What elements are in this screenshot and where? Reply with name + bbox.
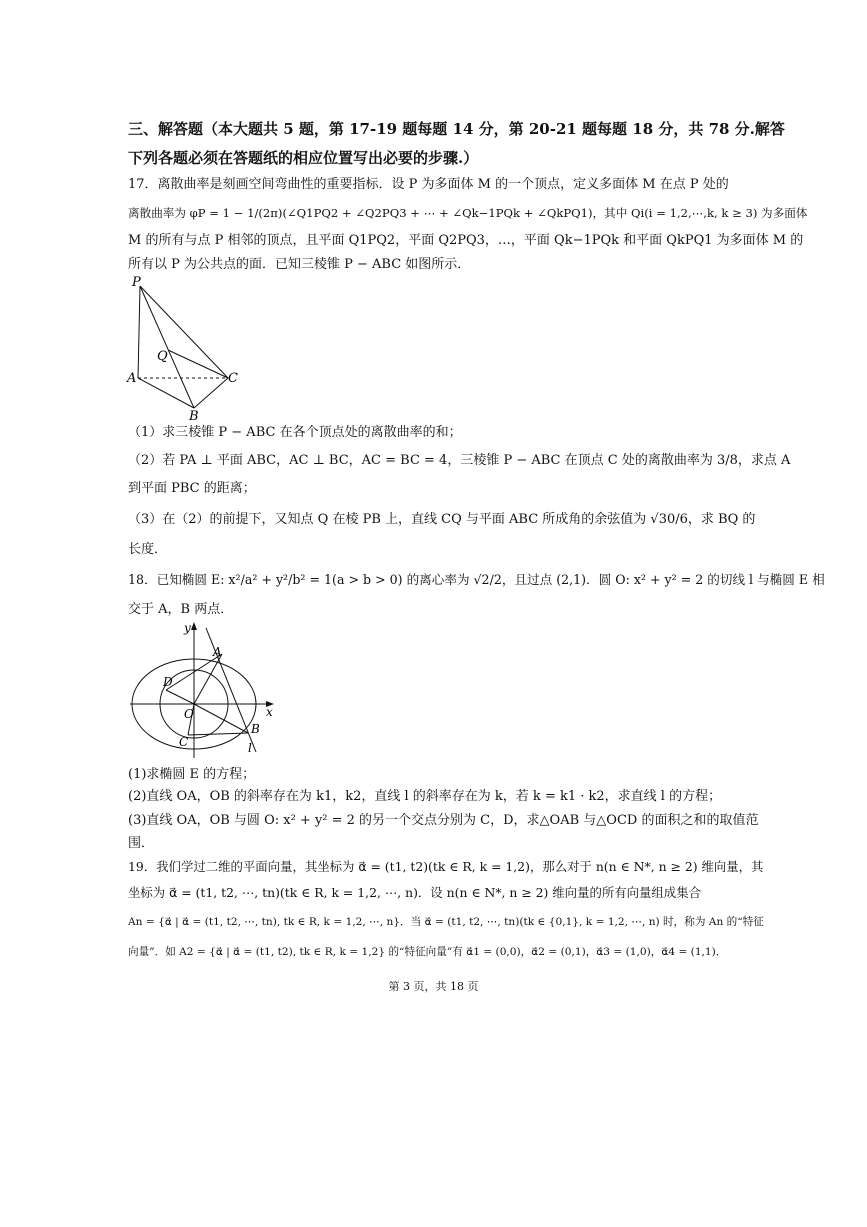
q19-stem-line-4: 向量”．如 A2 = {α⃗ | α⃗ = (t1, t2), tk ∈ R, k = 1,2} 的“特征向量”有 α⃗1 = (0,0)，α⃗2 = (0,1)，α⃗3 = (1,0)，α⃗4 = (1,1)．: [128, 946, 727, 958]
q19-stem-line-2: 坐标为 α⃗ = (t1, t2, ⋯, tn)(tk ∈ R, k = 1,2, ⋯, n)．设 n(n ∈ N*, n ≥ 2) 维向量的所有向量组成集合: [128, 885, 701, 900]
q17-stem-line-2: 离散曲率为 φP = 1 − 1/(2π)(∠Q1PQ2 + ∠Q2PQ3 + ⋯ + ∠Qk−1PQk + ∠QkPQ1)，其中 Qi(i = 1,2,⋯,k, k ≥ 3) 为多面体: [128, 206, 808, 220]
label-c: C: [179, 735, 189, 749]
label-a: A: [213, 645, 222, 659]
q17-stem-line-4: 所有以 P 为公共点的面．已知三棱锥 P − ABC 如图所示．: [128, 257, 471, 272]
q19-stem-line-1: 19．我们学过二维的平面向量，其坐标为 α⃗ = (t1, t2)(tk ∈ R, k = 1,2)，那么对于 n(n ∈ N*, n ≥ 2) 维向量，其: [128, 859, 764, 874]
q18-stem-line-1: 18．已知椭圆 E: x²/a² + y²/b² = 1(a > b > 0) 的离心率为 √2/2，且过点 (2,1)．圆 O: x² + y² = 2 的切线 l 与椭圆 E 相: [128, 572, 825, 587]
q17-part-2-line-1: （2）若 PA ⊥ 平面 ABC，AC ⊥ BC，AC = BC = 4，三棱锥 P − ABC 在顶点 C 处的离散曲率为 3/8，求点 A: [128, 453, 791, 468]
edge-bc: [194, 378, 228, 408]
edge-ab: [138, 378, 194, 408]
section-heading-line-2: 下列各题必须在答题纸的相应位置写出必要的步骤.）: [128, 149, 479, 167]
label-d: D: [163, 675, 173, 689]
label-p: P: [132, 275, 141, 290]
section-heading-line-1: 三、解答题（本大题共 5 题，第 17-19 题每题 14 分，第 20-21 题每题 18 分，共 78 分.解答: [128, 120, 785, 138]
q17-part-3-line-1: （3）在（2）的前提下，又知点 Q 在棱 PB 上，直线 CQ 与平面 ABC 所成角的余弦值为 √30/6，求 BQ 的: [128, 512, 756, 527]
q19-stem-line-3: An = {α⃗ | α⃗ = (t1, t2, ⋯, tn), tk ∈ R, k = 1,2, ⋯, n}．当 α⃗ = (t1, t2, ⋯, tn)(tk ∈ {0,1}, k = 1,2, ⋯, n) 时，称为 An 的“特征: [128, 916, 764, 928]
q18-part-3-line-2: 围．: [128, 836, 155, 851]
segment-cq: [168, 350, 228, 378]
q17-part-2-line-2: 到平面 PBC 的距离；: [128, 481, 256, 496]
pyramid-figure: [124, 272, 244, 422]
q18-stem-line-2: 交于 A，B 两点．: [128, 602, 234, 617]
page-footer: 第 3 页，共 18 页: [388, 980, 479, 993]
label-l: l: [248, 741, 252, 755]
label-a: A: [127, 371, 137, 386]
segment-oa: [194, 654, 222, 704]
edge-pa: [138, 286, 140, 378]
edge-pc: [140, 286, 228, 378]
label-q: Q: [157, 349, 168, 364]
label-c: C: [228, 371, 238, 386]
label-b: B: [251, 722, 260, 736]
q18-part-3-line-1: (3)直线 OA，OB 与圆 O: x² + y² = 2 的另一个交点分别为 C，D，求△OAB 与△OCD 的面积之和的取值范: [128, 813, 759, 828]
q17-part-1: （1）求三棱锥 P − ABC 在各个顶点处的离散曲率的和；: [128, 425, 462, 440]
label-o: O: [184, 707, 194, 721]
y-axis-arrow: [191, 622, 197, 630]
q17-stem-line-1: 17．离散曲率是刻画空间弯曲性的重要指标．设 P 为多面体 M 的一个顶点，定义多面体 M 在点 P 处的: [128, 177, 729, 192]
label-b: B: [189, 409, 199, 422]
label-y: y: [184, 621, 191, 635]
q17-part-3-line-2: 长度．: [128, 542, 168, 557]
q17-stem-line-3: M 的所有与点 P 相邻的顶点，且平面 Q1PQ2，平面 Q2PQ3，…，平面 Qk−1PQk 和平面 QkPQ1 为多面体 M 的: [128, 233, 804, 248]
q18-part-1: (1)求椭圆 E 的方程；: [128, 767, 256, 782]
q18-part-2: (2)直线 OA，OB 的斜率存在为 k1，k2，直线 l 的斜率存在为 k，若 k = k1 · k2，求直线 l 的方程；: [128, 789, 722, 804]
segment-od: [166, 690, 194, 704]
edge-pb: [140, 286, 194, 408]
label-x: x: [266, 705, 273, 719]
segment-ob: [194, 704, 248, 733]
ellipse-figure: [126, 620, 276, 762]
